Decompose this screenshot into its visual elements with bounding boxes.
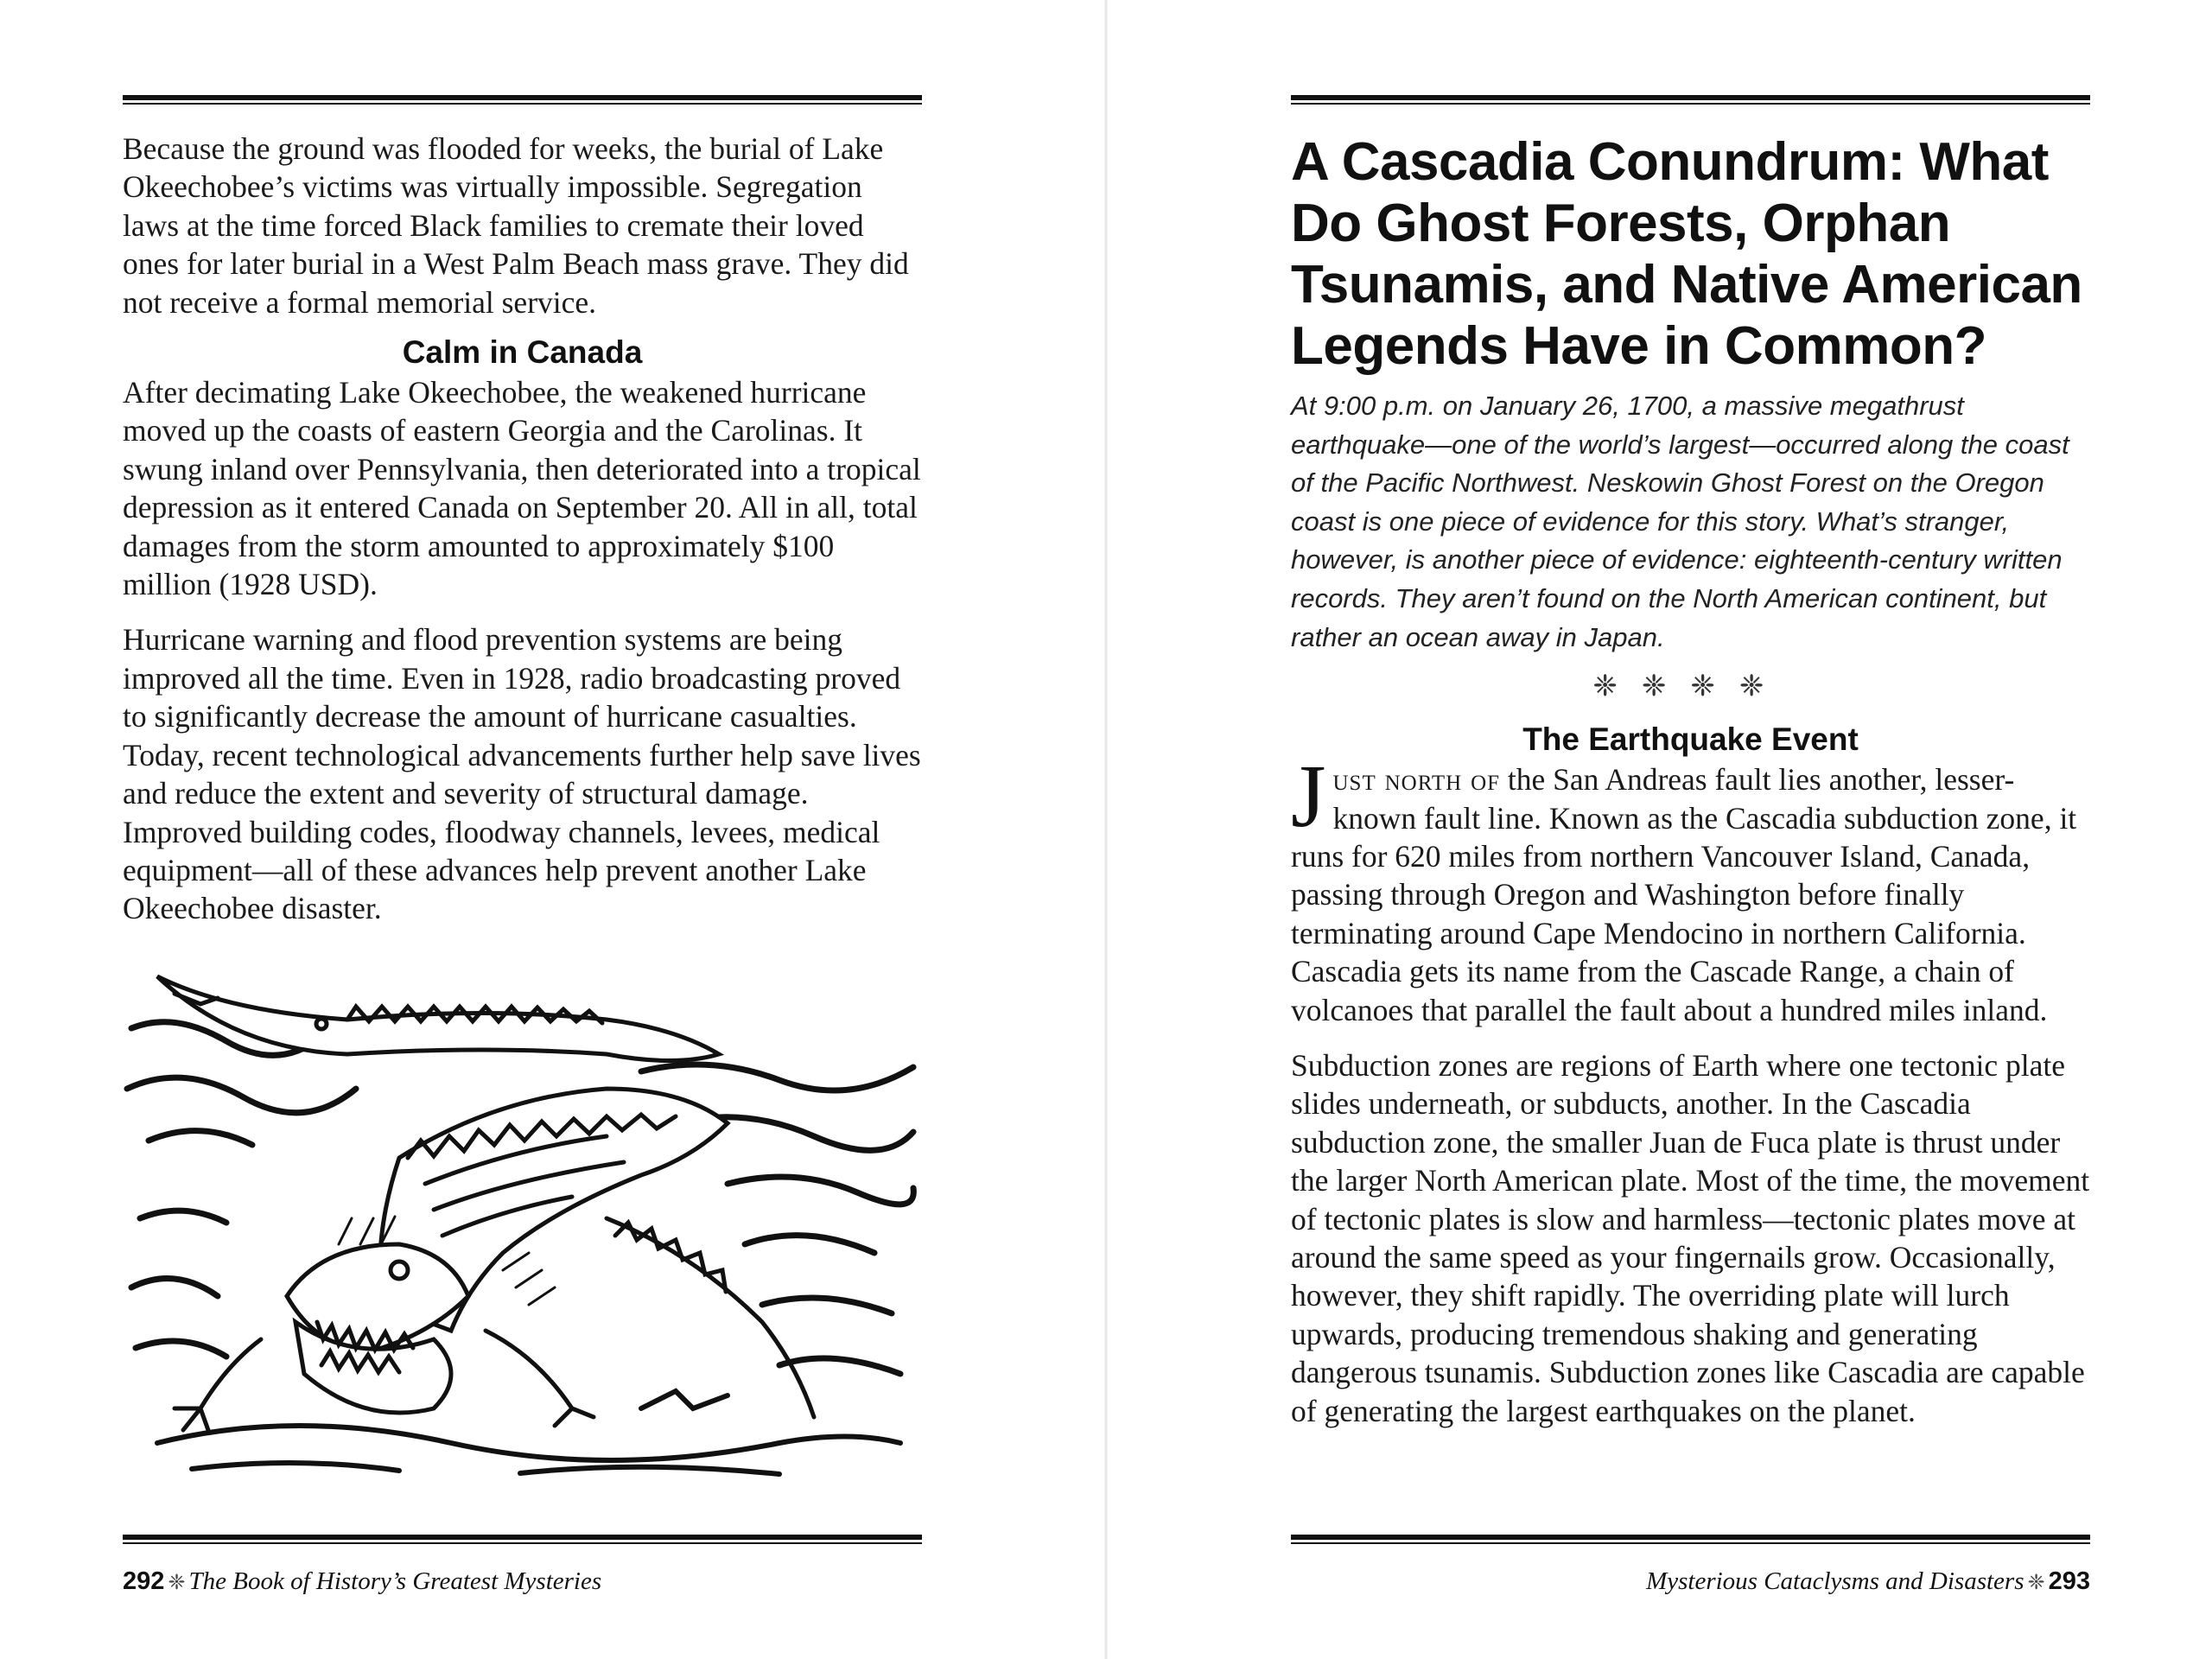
left-page-text-column xyxy=(123,130,922,928)
chapter-title: A Cascadia Conundrum: What Do Ghost Forests, Orphan Tsunamis, and Native American Legends Have in Common? xyxy=(1291,132,2082,376)
main-alligator-icon xyxy=(175,1089,814,1433)
drop-cap: J xyxy=(1291,747,1326,847)
bottom-rule xyxy=(123,1535,922,1544)
section-ornaments-icon: ❈❈❈❈ xyxy=(1592,669,1789,704)
paragraph-cascadia xyxy=(1291,747,2090,1029)
right-page xyxy=(1106,0,2212,1659)
page-number-right: 293 xyxy=(2048,1567,2090,1595)
separator-icon: ❈ xyxy=(2027,1570,2045,1594)
paragraph-subduction: Subduction zones are regions of Earth where one tectonic plate slides underneath, or subducts, another. In the Cascadia subduction zone, the smaller Juan de Fuca plate is thrust under the larger North American plate. Most of the time, the movement of tectonic plates is slow and harmless—tectonic plates move at around the same speed as your fingernails grow. Occasionally, however, they shift rapidly. The overriding plate will lurch upwards, producing tremendous shaking and generating dangerous tsunamis. Subduction zones like Cascadia are capable of generating the largest earthquakes on the planet. xyxy=(1291,1048,2090,1428)
subhead-earthquake-event: The Earthquake Event xyxy=(1522,721,1859,758)
page-number-left: 292 xyxy=(123,1567,165,1595)
book-title: The Book of History’s Greatest Mysteries xyxy=(188,1567,602,1595)
right-page-text-column xyxy=(1291,131,2090,1430)
alligator-illustration-icon xyxy=(123,959,922,1486)
top-rule xyxy=(123,95,922,105)
paragraph-canada: After decimating Lake Okeechobee, the weakened hurricane moved up the coasts of eastern Georgia and the Carolinas. It swung inland over Pennsylvania, then deteriorated into a tropical depression as it entered Canada on September 20. All in all, total damages from the storm amounted to approximately $100 million (1928 USD). xyxy=(123,375,921,602)
left-footer xyxy=(123,1566,601,1598)
lead-in: ust north of xyxy=(1332,762,1501,798)
right-footer xyxy=(1646,1566,2090,1598)
separator-icon: ❈ xyxy=(168,1570,186,1594)
bottom-rule xyxy=(1291,1535,2090,1544)
paragraph-burial: Because the ground was flooded for weeks, the burial of Lake Okeechobee’s victims was virtually impossible. Segregation laws at the time forced Black families to cremate their loved ones for later burial in a West Palm Beach mass grave. They did not receive a formal memorial service. xyxy=(123,131,909,320)
ground-icon xyxy=(157,1391,900,1474)
paragraph-warning-systems: Hurricane warning and flood prevention systems are being improved all the time. Even in 1928, radio broadcasting proved to significantly decrease the amount of hurricane casualties. Today, recent technological advancements further help save lives and reduce the extent and severity of structural damage. Improved building codes, floodway channels, levees, medical equipment—all of these advances help prevent another Lake Okeechobee disaster. xyxy=(123,622,921,926)
subhead-calm-in-canada: Calm in Canada xyxy=(402,334,643,371)
section-title: Mysterious Cataclysms and Disasters xyxy=(1646,1567,2024,1595)
chapter-intro: At 9:00 p.m. on January 26, 1700, a massive megathrust earthquake—one of the world’s largest—occurred along the coast of the Pacific Northwest. Neskowin Ghost Forest on the Oregon coast is one piece of evidence for this story. What’s stranger, however, is another piece of evidence: eighteenth-century written records. They aren’t found on the North American continent, but rather an ocean away in Japan. xyxy=(1291,391,2069,652)
top-rule xyxy=(1291,95,2090,105)
paragraph-cascadia-text: the San Andreas fault lies another, lesser-known fault line. Known as the Cascadia subduction zone, it runs for 620 miles from northern Vancouver Island, Canada, passing through Oregon and Washington before finally terminating around Cape Mendocino in northern California. Cascadia gets its name from the Cascade Range, a chain of volcanoes that parallel the fault about a hundred miles inland. xyxy=(1291,762,2077,1027)
